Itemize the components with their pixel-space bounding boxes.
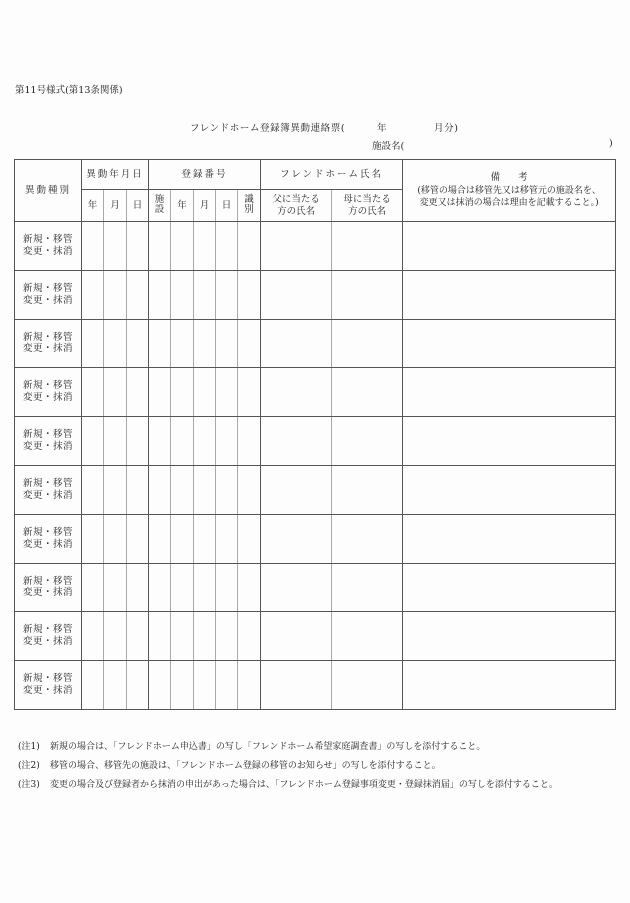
reg-year-cell[interactable] — [171, 222, 194, 271]
change-type-cell[interactable]: 新規・移管 変更・抹消 — [15, 563, 82, 612]
remarks-cell[interactable] — [403, 514, 616, 563]
change-type-cell[interactable]: 新規・移管 変更・抹消 — [15, 612, 82, 661]
change-month-cell[interactable] — [104, 270, 127, 319]
reg-month-cell[interactable] — [194, 368, 216, 417]
reg-facility-cell[interactable] — [149, 612, 171, 661]
table-row — [15, 368, 616, 417]
remarks-cell[interactable] — [403, 563, 616, 612]
reg-day-cell[interactable] — [216, 661, 238, 710]
change-record-table — [14, 159, 616, 710]
change-type-cell[interactable]: 新規・移管 変更・抹消 — [15, 368, 82, 417]
change-year-cell[interactable] — [82, 612, 104, 661]
change-year-cell[interactable] — [82, 661, 104, 710]
change-month-cell[interactable] — [104, 319, 127, 368]
reg-facility-cell[interactable] — [149, 368, 171, 417]
reg-month-cell[interactable] — [194, 563, 216, 612]
father-name-cell[interactable] — [261, 319, 332, 368]
header-change-day: 日 — [127, 190, 149, 222]
header-change-date: 異動年月日 — [82, 160, 149, 190]
form-title-text: フレンドホーム登録簿異動連絡票( — [190, 123, 346, 134]
change-year-cell[interactable] — [82, 319, 104, 368]
facility-name-field[interactable] — [372, 138, 613, 152]
change-month-cell[interactable] — [104, 612, 127, 661]
remarks-cell[interactable] — [403, 417, 616, 466]
change-month-cell[interactable] — [104, 465, 127, 514]
change-day-cell[interactable] — [127, 612, 149, 661]
reg-month-cell[interactable] — [194, 319, 216, 368]
father-name-cell[interactable] — [261, 661, 332, 710]
table-row — [15, 661, 616, 710]
change-day-cell[interactable] — [127, 417, 149, 466]
change-day-cell[interactable] — [127, 222, 149, 271]
change-type-cell[interactable]: 新規・移管 変更・抹消 — [15, 270, 82, 319]
facility-label: 施設名( — [372, 141, 405, 152]
reg-day-cell[interactable] — [216, 222, 238, 271]
reg-month-cell[interactable] — [194, 514, 216, 563]
header-reg-facility: 施 設 — [149, 190, 171, 222]
reg-year-cell[interactable] — [171, 465, 194, 514]
form-number: 第11号様式(第13条関係) — [15, 85, 123, 96]
change-month-cell[interactable] — [104, 514, 127, 563]
header-change-year: 年 — [82, 190, 104, 222]
change-day-cell[interactable] — [127, 465, 149, 514]
reg-day-cell[interactable] — [216, 368, 238, 417]
reg-facility-cell[interactable] — [149, 319, 171, 368]
remarks-cell[interactable] — [403, 222, 616, 271]
note-1: (注1) 新規の場合は、「フレンドホーム申込書」の写し「フレンドホーム希望家庭調査書」の写しを添付すること。 — [18, 742, 486, 752]
reg-id-cell[interactable] — [238, 319, 261, 368]
remarks-cell[interactable] — [403, 368, 616, 417]
change-type-cell[interactable]: 新規・移管 変更・抹消 — [15, 465, 82, 514]
change-year-cell[interactable] — [82, 222, 104, 271]
change-month-cell[interactable] — [104, 368, 127, 417]
mother-name-cell[interactable] — [332, 563, 403, 612]
reg-month-cell[interactable] — [194, 661, 216, 710]
month-label: 月分) — [434, 123, 459, 134]
change-year-cell[interactable] — [82, 417, 104, 466]
table-row — [15, 514, 616, 563]
reg-day-cell[interactable] — [216, 319, 238, 368]
mother-name-cell[interactable] — [332, 368, 403, 417]
reg-id-cell[interactable] — [238, 417, 261, 466]
father-name-cell[interactable] — [261, 563, 332, 612]
reg-day-cell[interactable] — [216, 612, 238, 661]
father-name-cell[interactable] — [261, 417, 332, 466]
reg-id-cell[interactable] — [238, 661, 261, 710]
reg-facility-cell[interactable] — [149, 563, 171, 612]
reg-month-cell[interactable] — [194, 465, 216, 514]
reg-id-cell[interactable] — [238, 270, 261, 319]
reg-day-cell[interactable] — [216, 465, 238, 514]
reg-month-cell[interactable] — [194, 270, 216, 319]
change-year-cell[interactable] — [82, 514, 104, 563]
reg-year-cell[interactable] — [171, 563, 194, 612]
table-row — [15, 465, 616, 514]
reg-facility-cell[interactable] — [149, 514, 171, 563]
remarks-cell[interactable] — [403, 612, 616, 661]
header-remarks: 備考 (移管の場合は移管先又は移管元の施設名を、 変更又は抹消の場合は理由を記載すること。) — [403, 160, 616, 222]
reg-day-cell[interactable] — [216, 417, 238, 466]
father-name-cell[interactable] — [261, 465, 332, 514]
remarks-cell[interactable] — [403, 465, 616, 514]
reg-year-cell[interactable] — [171, 514, 194, 563]
change-day-cell[interactable] — [127, 563, 149, 612]
mother-name-cell[interactable] — [332, 417, 403, 466]
change-year-cell[interactable] — [82, 563, 104, 612]
reg-id-cell[interactable] — [238, 514, 261, 563]
table-row — [15, 270, 616, 319]
table-row — [15, 417, 616, 466]
table-row — [15, 222, 616, 271]
reg-facility-cell[interactable] — [149, 465, 171, 514]
mother-name-cell[interactable] — [332, 612, 403, 661]
change-type-cell[interactable]: 新規・移管 変更・抹消 — [15, 661, 82, 710]
header-reg-id: 識 別 — [238, 190, 261, 222]
reg-year-cell[interactable] — [171, 612, 194, 661]
mother-name-cell[interactable] — [332, 222, 403, 271]
father-name-cell[interactable] — [261, 222, 332, 271]
father-name-cell[interactable] — [261, 270, 332, 319]
header-reg-month: 月 — [194, 190, 216, 222]
header-reg-year: 年 — [171, 190, 194, 222]
father-name-cell[interactable] — [261, 612, 332, 661]
change-type-cell[interactable]: 新規・移管 変更・抹消 — [15, 514, 82, 563]
header-reg-day: 日 — [216, 190, 238, 222]
reg-year-cell[interactable] — [171, 319, 194, 368]
header-father-name: 父に当たる 方の氏名 — [261, 190, 332, 222]
change-month-cell[interactable] — [104, 222, 127, 271]
change-year-cell[interactable] — [82, 465, 104, 514]
reg-id-cell[interactable] — [238, 222, 261, 271]
header-change-type: 異動種別 — [15, 160, 82, 222]
change-day-cell[interactable] — [127, 661, 149, 710]
change-day-cell[interactable] — [127, 368, 149, 417]
reg-year-cell[interactable] — [171, 368, 194, 417]
reg-month-cell[interactable] — [194, 612, 216, 661]
header-mother-name: 母に当たる 方の氏名 — [332, 190, 403, 222]
note-3: (注3) 変更の場合及び登録者から抹消の申出があった場合は、「フレンドホーム登録事項変更・登録抹消届」の写しを添付すること。 — [18, 780, 558, 790]
remarks-cell[interactable] — [403, 319, 616, 368]
reg-year-cell[interactable] — [171, 417, 194, 466]
mother-name-cell[interactable] — [332, 270, 403, 319]
reg-id-cell[interactable] — [238, 612, 261, 661]
reg-id-cell[interactable] — [238, 368, 261, 417]
change-type-cell[interactable]: 新規・移管 変更・抹消 — [15, 319, 82, 368]
remarks-cell[interactable] — [403, 270, 616, 319]
reg-day-cell[interactable] — [216, 563, 238, 612]
change-day-cell[interactable] — [127, 514, 149, 563]
table-row — [15, 319, 616, 368]
header-friend-home-name: フレンドホーム氏名 — [261, 160, 403, 190]
reg-facility-cell[interactable] — [149, 661, 171, 710]
reg-id-cell[interactable] — [238, 563, 261, 612]
mother-name-cell[interactable] — [332, 661, 403, 710]
change-month-cell[interactable] — [104, 661, 127, 710]
reg-facility-cell[interactable] — [149, 417, 171, 466]
note-2: (注2) 移管の場合、移管先の施設は、「フレンドホーム登録の移管のお知らせ」の写しを添付すること。 — [18, 761, 441, 771]
remarks-cell[interactable] — [403, 661, 616, 710]
header-change-month: 月 — [104, 190, 127, 222]
reg-id-cell[interactable] — [238, 465, 261, 514]
reg-day-cell[interactable] — [216, 514, 238, 563]
header-registration-number: 登録番号 — [149, 160, 261, 190]
table-row — [15, 563, 616, 612]
change-day-cell[interactable] — [127, 270, 149, 319]
year-label: 年 — [377, 123, 388, 134]
change-type-cell[interactable]: 新規・移管 変更・抹消 — [15, 222, 82, 271]
reg-day-cell[interactable] — [216, 270, 238, 319]
table-row — [15, 612, 616, 661]
mother-name-cell[interactable] — [332, 514, 403, 563]
reg-facility-cell[interactable] — [149, 222, 171, 271]
change-year-cell[interactable] — [82, 368, 104, 417]
reg-year-cell[interactable] — [171, 270, 194, 319]
mother-name-cell[interactable] — [332, 319, 403, 368]
father-name-cell[interactable] — [261, 514, 332, 563]
mother-name-cell[interactable] — [332, 465, 403, 514]
change-type-cell[interactable]: 新規・移管 変更・抹消 — [15, 417, 82, 466]
reg-month-cell[interactable] — [194, 417, 216, 466]
facility-close-paren: ) — [609, 138, 613, 149]
father-name-cell[interactable] — [261, 368, 332, 417]
form-title — [190, 120, 459, 134]
reg-year-cell[interactable] — [171, 661, 194, 710]
reg-month-cell[interactable] — [194, 222, 216, 271]
change-day-cell[interactable] — [127, 319, 149, 368]
reg-facility-cell[interactable] — [149, 270, 171, 319]
change-month-cell[interactable] — [104, 563, 127, 612]
change-year-cell[interactable] — [82, 270, 104, 319]
change-month-cell[interactable] — [104, 417, 127, 466]
